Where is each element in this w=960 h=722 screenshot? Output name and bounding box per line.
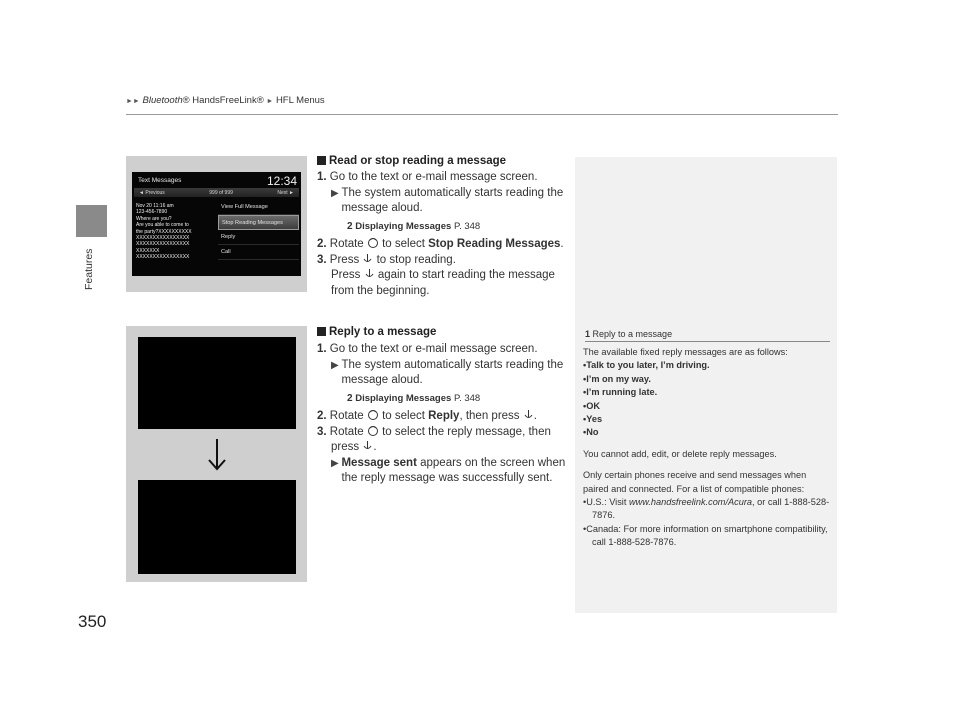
page-number: 350 [78,612,107,631]
reply-option: •I’m on my way. [583,373,651,384]
step-number: 1. [317,343,327,355]
reply-option: •Talk to you later, I’m driving. [583,360,710,371]
step-text: Rotate [329,238,364,250]
step-text: Rotate [329,425,364,438]
note-title [585,329,672,339]
us-url-link[interactable]: www.handsfreelink.com/Acura [628,497,753,508]
step-text: to select [382,238,425,250]
section-label: Features [83,249,95,291]
step-text: , then press [459,410,520,422]
result-triangle-icon: ▶ [331,187,342,199]
section-heading-reply [317,326,436,338]
heading-text: Reply to a message [329,326,437,338]
xref-label[interactable]: Displaying Messages [355,220,452,232]
previous-button[interactable]: ◄ Previous [139,189,165,196]
result-status: Message sent [341,456,417,469]
enter-button-icon [362,253,373,265]
message-line: XXXXXXXXXXXXXXXX [136,235,190,242]
step-text: to select the reply message, then press [331,425,551,453]
step-option: Reply [428,410,460,422]
menu-item-call[interactable]: Call [218,245,299,260]
step-number: 2. [317,410,327,422]
step-text: Rotate [329,410,364,422]
canada-text: Canada: For more information on smartphone compatibility, call 1-888-528-7876. [586,523,828,548]
note-divider [585,341,830,342]
reply-option-text: Yes [586,414,603,425]
reply-option: •I’m running late. [583,387,658,398]
xref-label[interactable]: Displaying Messages [355,392,452,404]
selector-knob-icon [367,409,379,421]
cross-reference[interactable] [317,219,567,235]
reply-option-text: No [586,427,599,438]
text-messages-screen [132,172,301,276]
heading-square-icon [317,327,326,336]
step-result: appears on the screen when the reply message was successfully sent. [341,456,566,484]
step-option: Stop Reading Messages [428,238,561,250]
next-button[interactable]: Next ► [277,189,294,196]
step-text: to select [382,410,425,422]
xref-mark: 2 [347,392,353,404]
message-line: the party?XXXXXXXXXX [136,228,192,235]
heading-square-icon [317,156,326,165]
message-line: 123-456-7890 [136,209,168,216]
step-number: 3. [317,425,327,438]
xref-mark: 2 [347,220,353,232]
reply-option: •OK [583,400,600,411]
section-heading-read-stop [317,155,506,167]
step-number: 3. [317,253,327,266]
section2-steps: 1. Go to the text or e-mail message screen. ▶ The system automatically starts reading the message aloud. 2 Displaying Messages P. 348 2. Rotate to select Reply, then press . 3. Rotate to select the reply message, then press . ▶ Message sent appears on the screen when the reply message was successfully sent. [317,342,567,487]
down-arrow-icon [205,437,229,471]
cross-reference[interactable] [317,391,567,407]
step-number: 1. [317,171,327,183]
step-text: Press [329,253,360,266]
reply-screen-before [138,337,296,429]
note-mark: 1 [585,329,591,339]
step-number: 2. [317,238,327,250]
step-text: Go to the text or e-mail message screen. [329,343,538,355]
note-cannot-edit: You cannot add, edit, or delete reply messages. [583,448,777,459]
breadcrumb-hfl-menus[interactable]: HFL Menus [275,95,325,106]
enter-button-icon [362,440,373,452]
reply-option-text: Talk to you later, I’m driving. [586,360,710,371]
screen-clock: 12:34 [266,174,297,188]
reply-option: •Yes [583,414,603,425]
message-line: Are you able to come to [136,222,189,229]
selector-knob-icon [367,237,379,249]
us-text: , or call 1-888-528-7876. [592,497,830,521]
reply-option-text: I’m on my way. [586,373,651,384]
heading-text: Read or stop reading a message [329,155,507,167]
breadcrumb-arrow-icon: ►► [126,98,140,105]
breadcrumb-hfl[interactable]: ® HandsFreeLink® [182,95,264,106]
reply-option-text: OK [586,400,600,411]
selector-knob-icon [367,425,379,437]
message-menu [218,200,299,260]
note-canada-info: •Canada: For more information on smartphone compatibility, call 1-888-528-7876. [583,523,828,548]
message-line: Where are you? [136,215,172,222]
note-title-text: Reply to a message [592,329,673,339]
note-intro: The available fixed reply messages are as follows: [583,347,788,357]
message-line: Nov 20 11:16 am [136,203,174,209]
step-text: again to start reading the message from the beginning. [331,269,555,297]
note-body [583,346,831,550]
message-counter: 999 of 999 [209,189,233,196]
menu-item-view-full-message[interactable]: View Full Message [218,200,299,215]
result-triangle-icon: ▶ [331,457,342,469]
breadcrumb [126,95,325,106]
reply-option-text: I’m running late. [586,387,658,398]
breadcrumb-arrow-icon: ► [266,98,274,105]
enter-button-icon [364,268,375,280]
xref-page[interactable]: P. 348 [453,392,481,404]
note-us-info: •U.S.: Visit www.handsfreelink.com/Acura, or call 1-888-528-7876. [583,497,830,521]
result-triangle-icon: ▶ [331,359,342,371]
menu-item-stop-reading-messages[interactable]: Stop Reading Messages [218,215,299,230]
screen-nav-bar [134,188,299,197]
reply-screen-after [138,480,296,574]
breadcrumb-bluetooth[interactable]: Bluetooth [142,95,183,106]
section1-steps: 1. Go to the text or e-mail message screen. ▶ The system automatically starts reading the message aloud. 2 Displaying Messages P. 348 2. Rotate to select Stop Reading Messages. 3. Press to stop reading. Press again to start reading the message from the beginning. [317,170,567,299]
reply-option: •No [583,427,599,438]
message-line: XXXXXXXXXXXXXXXX [136,241,190,248]
header-divider [126,114,838,115]
message-line: XXXXXXX [136,247,160,254]
message-line: XXXXXXXXXXXXXXXX [136,254,190,261]
us-text: U.S.: Visit [586,497,627,508]
note-compatibility: Only certain phones receive and send messages when paired and connected. For a list of compatible phones: [583,470,807,494]
step-text: to stop reading. [376,253,456,266]
message-preview [136,203,218,261]
menu-item-reply[interactable]: Reply [218,230,299,245]
step-result: The system automatically starts reading the message aloud. [341,186,564,214]
step-result: The system automatically starts reading the message aloud. [341,358,564,386]
section-tab [76,205,107,237]
step-text: Go to the text or e-mail message screen. [329,171,538,183]
enter-button-icon [523,409,534,421]
screen-title: Text Messages [138,177,182,184]
step-text: Press [331,269,361,281]
xref-page[interactable]: P. 348 [453,220,481,232]
